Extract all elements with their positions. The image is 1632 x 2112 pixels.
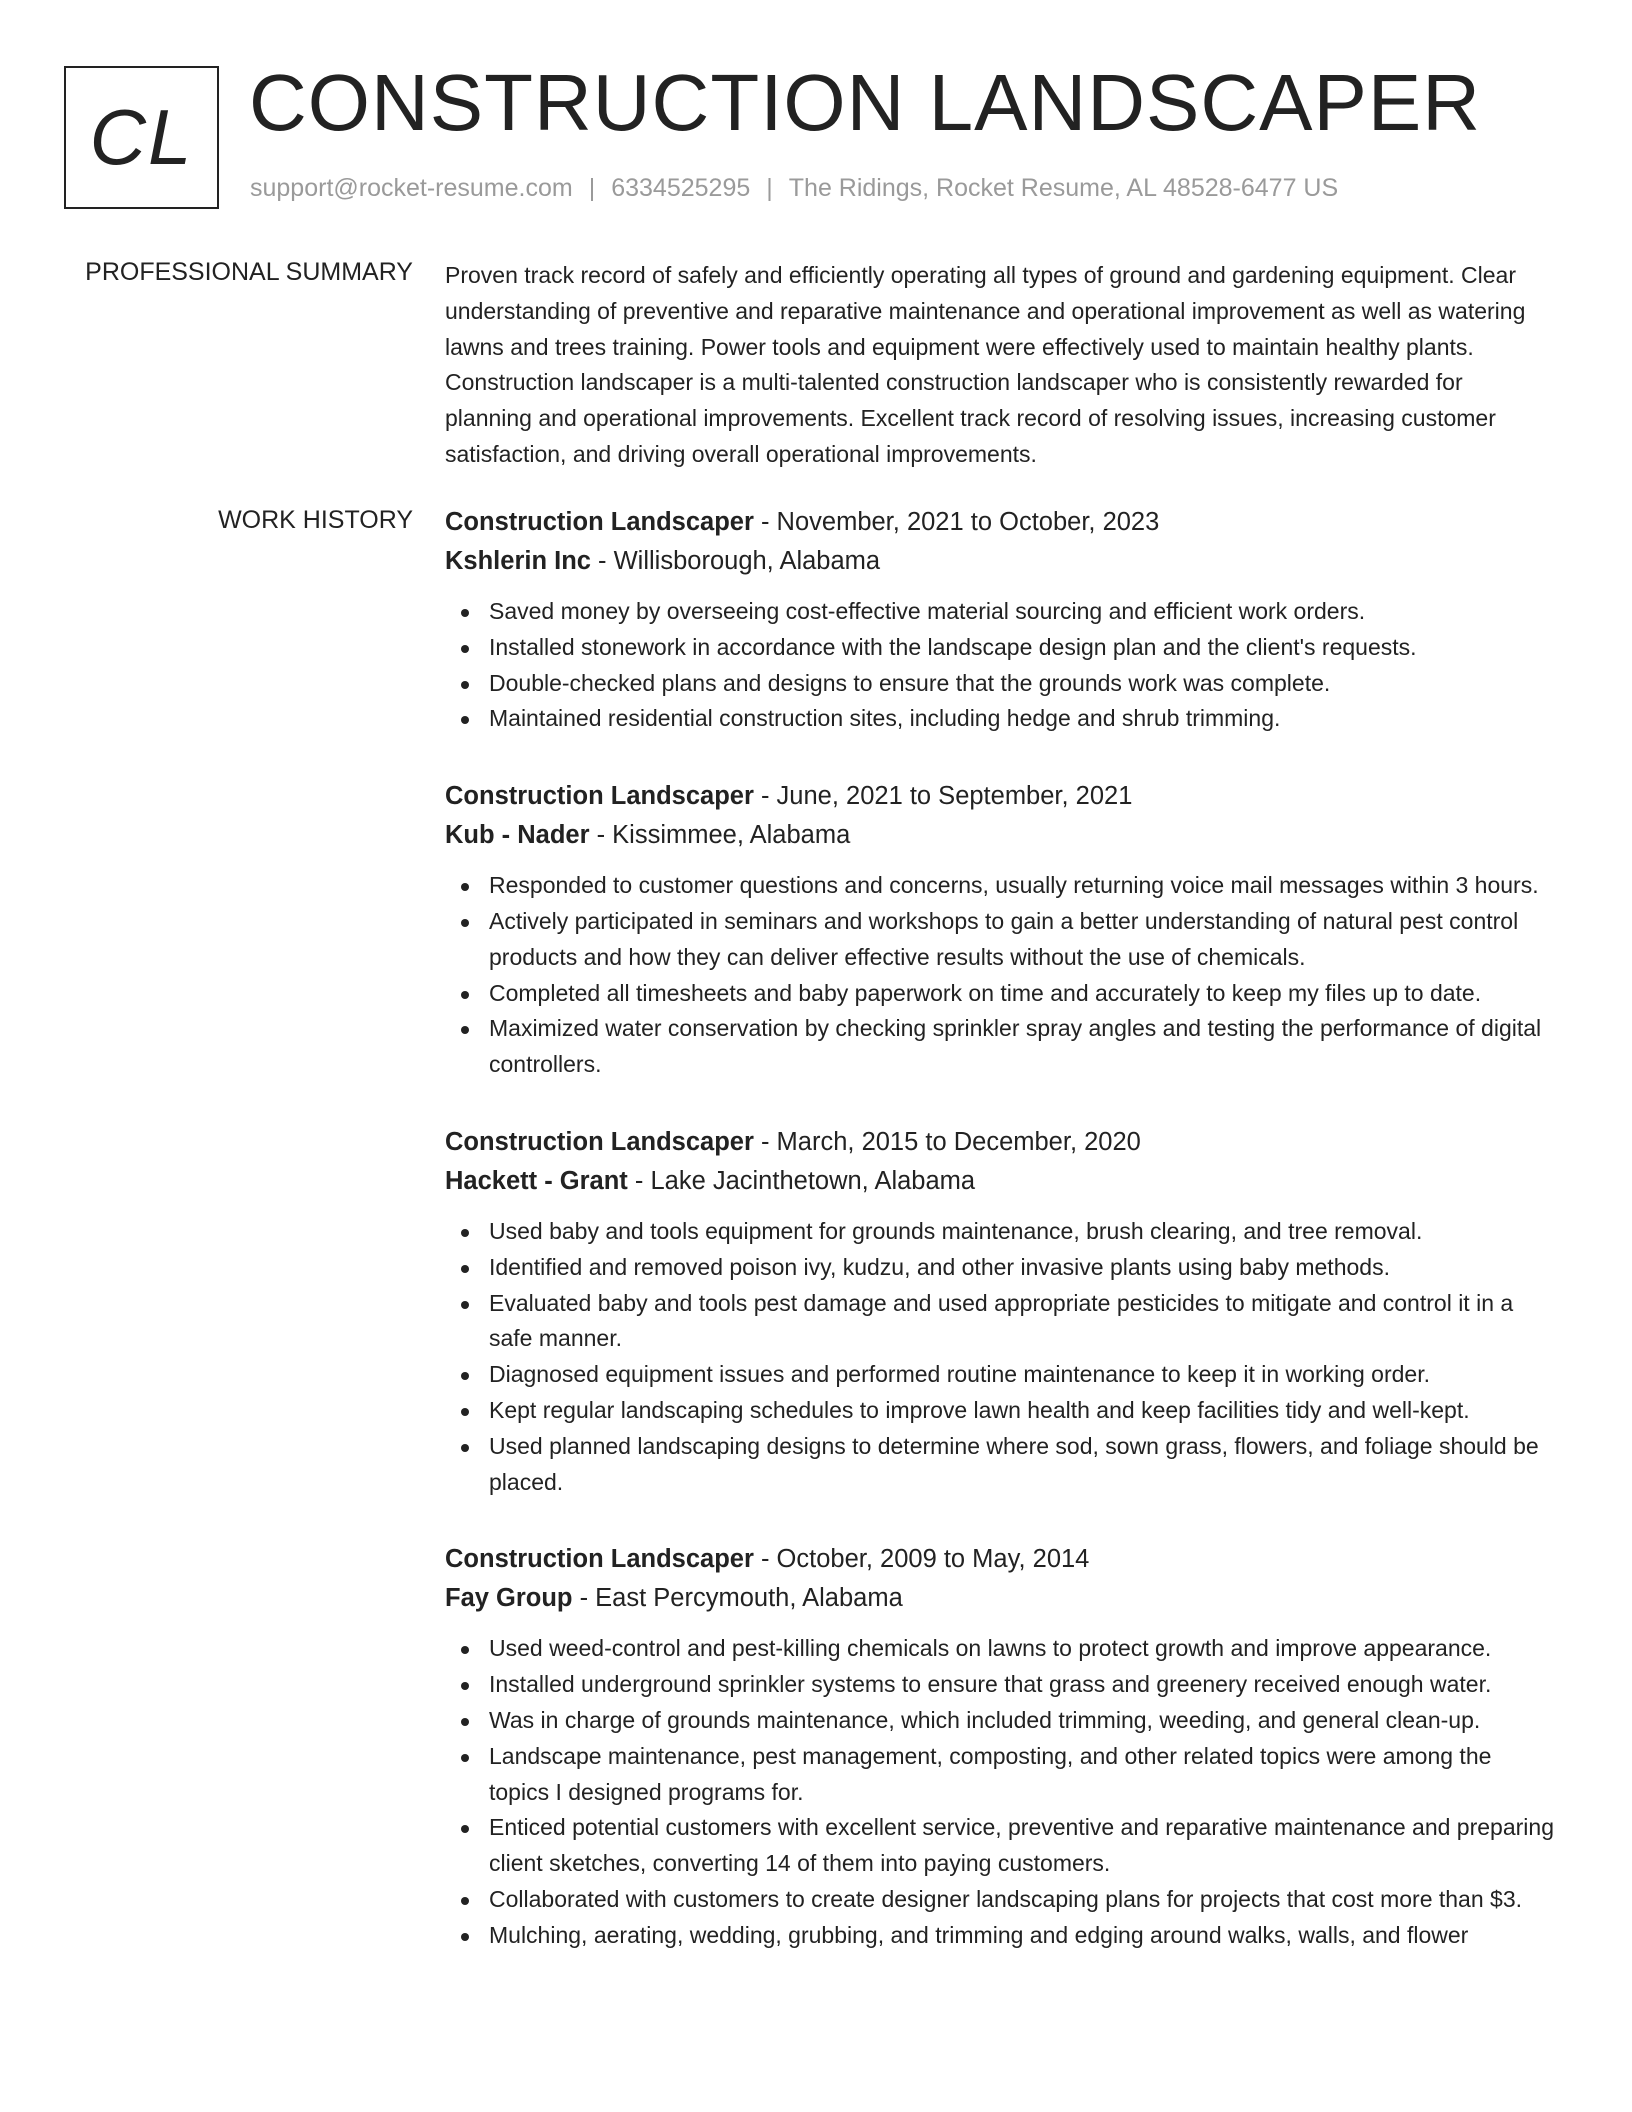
job-location: - East Percymouth, Alabama xyxy=(572,1584,903,1613)
job-title: Construction Landscaper xyxy=(445,1127,754,1156)
job-company-line xyxy=(445,816,1555,855)
list-item: Installed stonework in accordance with the landscape design plan and the client's requests. xyxy=(489,630,1555,666)
job-title-line xyxy=(445,1123,1555,1162)
job-entry xyxy=(445,503,1555,737)
job-dates: - June, 2021 to September, 2021 xyxy=(753,782,1133,811)
list-item: Diagnosed equipment issues and performed routine maintenance to keep it in working order. xyxy=(489,1357,1555,1393)
list-item: Collaborated with customers to create designer landscaping plans for projects that cost more than $3. xyxy=(489,1882,1555,1918)
job-company: Hackett - Grant xyxy=(445,1166,628,1195)
list-item: Double-checked plans and designs to ensure that the grounds work was complete. xyxy=(489,666,1555,702)
job-dates: - November, 2021 to October, 2023 xyxy=(753,508,1160,536)
monogram-logo: CL xyxy=(64,66,219,209)
list-item: Mulching, aerating, wedding, grubbing, and trimming and edging around walks, walls, and flower xyxy=(489,1918,1555,1954)
job-bullets xyxy=(445,594,1555,737)
contact-separator: | xyxy=(766,174,773,202)
job-location: - Lake Jacinthetown, Alabama xyxy=(627,1166,976,1195)
list-item: Used baby and tools equipment for grounds maintenance, brush clearing, and tree removal. xyxy=(489,1214,1555,1250)
job-dates: - March, 2015 to December, 2020 xyxy=(753,1127,1141,1156)
job-entry xyxy=(445,1123,1555,1500)
list-item: Saved money by overseeing cost-effective material sourcing and efficient work orders. xyxy=(489,594,1555,630)
job-title-line xyxy=(445,503,1555,542)
job-title: Construction Landscaper xyxy=(445,782,754,811)
job-title: Construction Landscaper xyxy=(445,1545,754,1574)
list-item: Maximized water conservation by checking sprinkler spray angles and testing the performance of digital controllers. xyxy=(489,1011,1555,1083)
list-item: Maintained residential construction sites, including hedge and shrub trimming. xyxy=(489,701,1555,737)
list-item: Evaluated baby and tools pest damage and used appropriate pesticides to mitigate and control it in a safe manner. xyxy=(489,1286,1555,1358)
contact-email: support@rocket-resume.com xyxy=(250,174,573,202)
job-entry xyxy=(445,777,1555,1083)
list-item: Installed underground sprinkler systems to ensure that grass and greenery received enough water. xyxy=(489,1667,1555,1703)
list-item: Enticed potential customers with excellent service, preventive and reparative maintenance and preparing client sketches, converting 14 of them into paying customers. xyxy=(489,1810,1555,1882)
contact-phone: 6334525295 xyxy=(611,174,751,202)
page-title: CONSTRUCTION LANDSCAPER xyxy=(249,58,1482,147)
job-bullets xyxy=(445,868,1555,1083)
job-bullets xyxy=(445,1214,1555,1500)
contact-separator: | xyxy=(588,174,596,202)
job-dates: - October, 2009 to May, 2014 xyxy=(753,1545,1090,1574)
job-company: Kshlerin Inc xyxy=(445,547,591,575)
job-company: Fay Group xyxy=(445,1584,573,1613)
summary-text: Proven track record of safely and efficiently operating all types of ground and gardening equipment. Clear understanding of preventive and reparative maintenance and operational improvement as well as watering lawns and trees training. Power tools and equipment were effectively used to maintain healthy plants. Construction landscaper is a multi-talented construction landscaper who is consistently rewarded for planning and operational improvements. Excellent track record of resolving issues, increasing customer satisfaction, and driving overall operational improvements. xyxy=(445,262,1526,467)
list-item: Landscape maintenance, pest management, composting, and other related topics were among the topics I designed programs for. xyxy=(489,1739,1555,1811)
job-company-line xyxy=(445,1162,1555,1201)
job-location: - Willisborough, Alabama xyxy=(590,547,881,575)
job-company: Kub - Nader xyxy=(445,821,590,850)
job-company-line xyxy=(445,1579,1555,1618)
work-history-list xyxy=(445,503,1555,1994)
job-title-line xyxy=(445,777,1555,816)
work-history-heading: WORK HISTORY xyxy=(218,506,413,534)
list-item: Kept regular landscaping schedules to improve lawn health and keep facilities tidy and well-kept. xyxy=(489,1393,1555,1429)
job-title: Construction Landscaper xyxy=(445,508,754,536)
list-item: Responded to customer questions and concerns, usually returning voice mail messages within 3 hours. xyxy=(489,868,1555,904)
contact-line xyxy=(250,174,1338,203)
list-item: Identified and removed poison ivy, kudzu, and other invasive plants using baby methods. xyxy=(489,1250,1555,1286)
job-title-line xyxy=(445,1540,1555,1579)
job-entry xyxy=(445,1540,1555,1953)
job-company-line xyxy=(445,542,1555,581)
list-item: Actively participated in seminars and workshops to gain a better understanding of natural pest control products and how they can deliver effective results without the use of chemicals. xyxy=(489,904,1555,976)
list-item: Used weed-control and pest-killing chemicals on lawns to protect growth and improve appearance. xyxy=(489,1631,1555,1667)
list-item: Used planned landscaping designs to determine where sod, sown grass, flowers, and foliage should be placed. xyxy=(489,1429,1555,1501)
job-bullets xyxy=(445,1631,1555,1953)
job-location: - Kissimmee, Alabama xyxy=(589,821,851,850)
summary-heading: PROFESSIONAL SUMMARY xyxy=(85,258,413,286)
contact-address: The Ridings, Rocket Resume, AL 48528-6477 US xyxy=(788,174,1339,202)
list-item: Was in charge of grounds maintenance, which included trimming, weeding, and general clean-up. xyxy=(489,1703,1555,1739)
list-item: Completed all timesheets and baby paperwork on time and accurately to keep my files up to date. xyxy=(489,976,1555,1012)
